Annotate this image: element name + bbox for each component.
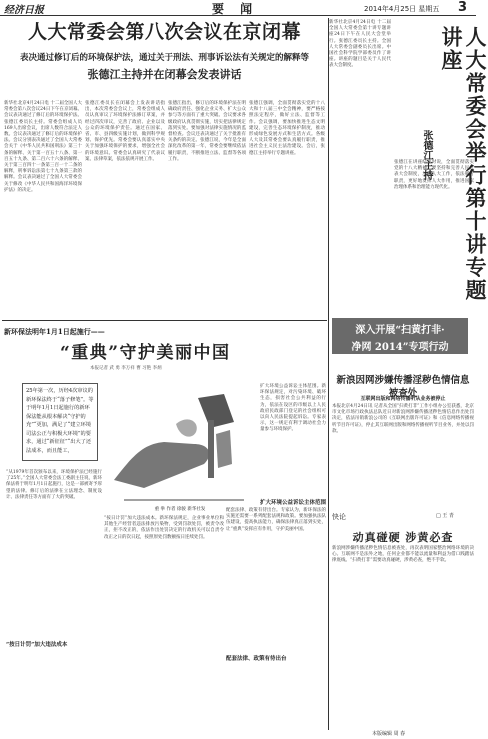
issue-date: 2014年4月25日 星期五 <box>364 5 440 13</box>
lead-story-header <box>2 19 327 82</box>
commentary-headline: 动真碰硬 涉黄必查 <box>352 531 454 544</box>
lead-subtitle: 表决通过修订后的环境保护法，通过关于刑法、刑事诉讼法有关规定的解释等 <box>19 53 309 63</box>
lead-column-4: 张德江强调，全面贯彻落实党的十八大和十八届三中全会精神，要严格按照法定程序，做好立法、监督等工作。会议强调，要加快推进生态文明建设，完善生态环境保护制度，推动形成绿色发展方式和生活方式。各级人大及其常委会要认真履行职责，推进社会主义民主法治建设。会后，张德江主持举行专题讲座。 <box>249 101 325 156</box>
banner-line-2: 净网 2014”专项行动 <box>351 342 449 353</box>
section2-subhead-a: “按日计罚”加大违法成本 <box>6 642 68 648</box>
section-name: 要 闻 <box>212 2 259 16</box>
cartoon-caption: 重 拳 作者 徐骏 新华社发 <box>154 507 206 512</box>
right-story-headline: 新浪因网涉嫌传播淫秽色情信息被查处 <box>336 375 470 399</box>
section2-headline: “重典”守护美丽中国 <box>60 343 231 363</box>
right-column-1: 新华社北京4月24日电 十二届全国人大常委会第十讲专题讲座24日下午在人民大会堂举行。张德江委员长主持。全国人大常委会副委员长出席。中国社会科学院学部委员作了讲座。讲座的题目是关于人民代表大会制度。 <box>329 20 391 69</box>
cartoon-illustration <box>104 384 256 508</box>
right-feature <box>329 20 488 322</box>
section2-kicker: 新环保法明年1月1日起施行—— <box>4 327 105 336</box>
section2-column-4: 配套法律、政策有待出台。专家认为，新环保法的实施还需要一系列配套法规和政策。要加强执法队伍建设，提高执法能力，确保法律真正落到实处，让“重典”发挥应有作用，守护美丽中国。 <box>226 508 326 532</box>
section2-subhead-c: 配套法律、政策有待出台 <box>226 656 287 662</box>
right-story-body: 本报北京4月24日讯 记者从全国“扫黄打非”工作小组办公室获悉，北京市文化市场行政执法总队近日对新浪网涉嫌传播淫秽色情信息作出处罚决定，依法吊销新浪公司的《互联网出版许可证》和《信息网络传播视听节目许可证》，停止其互联网出版和网络传播视听节目业务，并处以罚款。 <box>332 404 474 434</box>
section-divider <box>2 320 327 321</box>
campaign-banner <box>332 318 468 354</box>
section2-column-2: “按日计罚”加大违法成本。新环保法规定，企业事业单位和其他生产经营者违法排放污染物，受到罚款处罚，被责令改正，拒不改正的，依法作出处罚决定的行政机关可以自责令改正之日的次日起，按照原处罚数额按日连续处罚。 <box>104 516 224 540</box>
right-column-2: 张德江在讲座结束时说，全面贯彻落实党的十八大精神，要坚持和完善人民代表大会制度，加强人大工作，依法履行职责，更好地发挥人大作用，推进国家治理体系和治理能力现代化。 <box>394 160 474 190</box>
right-story-subtitle: 互联网出版和网络传播听从业务被停止 <box>360 396 446 402</box>
commentary-author: □ 王 青 <box>436 513 454 519</box>
masthead <box>0 0 476 16</box>
section2-column-3: 扩大环境公益诉讼主体范围。新环保法规定，对污染环境、破坏生态，损害社会公共利益的行为，依法在设区的市级以上人民政府民政部门登记的社会组织可以向人民法院提起诉讼。专家表示，这一规定有利于调动社会力量参与环境保护。 <box>260 384 326 433</box>
lead-subtitle-2: 张德江主持并在闭幕会发表讲话 <box>87 68 242 81</box>
page-editor: 本版编辑 周 春 <box>372 731 406 737</box>
commentary-tag: 快论 <box>332 513 346 521</box>
commentary-box <box>332 512 474 545</box>
lead-column-2: 张德江委员长在闭幕会上发表讲话指出，本次常委会会议上，常委会组成人员认真审议了环境保护法修订草案，并经过四次审议，完善了政府、企业以及公众的环境保护责任。通过在国家、省、市、县四级实施计划，做到科学规划、保护优先。常委会要认真落实中央关于加强环境保护的要求，增强全社会的环境意识。常委会认真研究了代表议案、法律草案，依法依规开展工作。 <box>85 101 165 162</box>
page-number: 3 <box>458 0 468 15</box>
section2-byline: 本报记者 武 勇 李万祥 曹 习艳 李炳 <box>90 366 162 371</box>
banner-line-1: 深入开展“扫黄打非· <box>355 325 445 336</box>
lead-column-3: 张德江指出，修订后的环境保护法在明确政府责任、强化企业义务、扩大公众参与等方面有了重大突破。会议要求各级政府认真贯彻实施，切实把法律规定落到实处。要加强对法律实施情况的监督检查。会议还表决通过了关于批准有关条约的决定。张德江说，今年是全面深化改革的第一年，常委会要继续依法履行职责，不断推进立法、监督等各项工作。 <box>168 101 246 162</box>
section2-subhead-b: 扩大环境公益诉讼主体范围 <box>260 500 327 506</box>
newspaper-logo: 经济日报 <box>4 5 44 16</box>
lead-column-1: 新华社北京4月24日电 十二届全国人大常委会第八次会议24日下午在京闭幕。会议表决通过了修订后的环境保护法。张德江委员长主持。常委会组成人员169人出席会议，出席人数符合法定人数。会议表决通过了修订后的环境保护法。会议分别表决通过了全国人大常委会关于《中华人民共和国刑法》第三十条的解释、关于第一百五十八条、第一百五十九条、第二百六十六条的解释、关于第三百四十一条第三百一十二条的解释，刑事诉讼法第七十九条第三款的解释。会议表决通过了全国人大常委会关于修改《中华人民共和国海洋环境保护法》的决定。 <box>4 101 82 193</box>
quote-box: 25年第一次，历经4次审议的新环保法终于“落子修笔”。等于明年1月1日起施行的新环保法能从根本解决“守护的充”“更加，满足了“建立环境司法公正与积极大环境”的要求，通过“新征征”“出大了还法成本，而且能工， <box>22 383 98 461</box>
feature-vertical-title: 人大常委会举行第十讲专题讲座 <box>439 26 488 302</box>
section2-column-1: “从1979年首次颁布以来，环境保护法已经施行了25年。”全国人大常委会法工委副主任说，新环保法将于明年1月1日起施行，这是一部被寄予厚望的法律。修订后的法律在立法理念、制度设计、法律责任等方面有了大的突破。 <box>6 470 102 500</box>
commentary-body: 新浪网涉嫌传播淫秽色情信息被查处，再次表明国家整治网络环境的决心。互联网不是法外之地，任何企业都不能以流量和利益为借口践踏法律底线。“扫黄打非”需要动真碰硬，涉黄必查，绝不手软。 <box>332 546 474 564</box>
lead-headline: 人大常委会第八次会议在京闭幕 <box>27 21 301 43</box>
feature-vertical-subtitle: 张德江主持 <box>421 130 432 180</box>
